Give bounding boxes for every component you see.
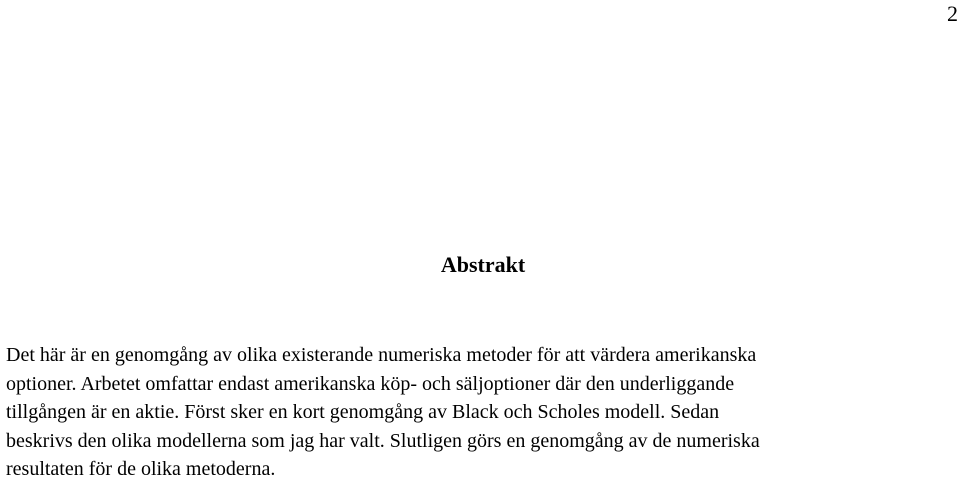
abstract-paragraph xyxy=(6,341,958,482)
abstract-heading: Abstrakt xyxy=(440,252,526,277)
paragraph-line: resultaten för de olika metoderna. xyxy=(6,458,276,481)
paragraph-line: optioner. Arbetet omfattar endast amerikanska köp- och säljoptioner där den underliggande xyxy=(6,372,735,395)
paragraph-line: tillgången är en aktie. Först sker en kort genomgång av Black och Scholes modell. Sedan xyxy=(6,401,720,424)
paragraph-line: beskrivs den olika modellerna som jag har valt. Slutligen görs en genomgång av de numeriska xyxy=(6,429,760,452)
paragraph-line: Det här är en genomgång av olika existerande numeriska metoder för att värdera amerikanska xyxy=(6,344,757,366)
page-number: 2 xyxy=(947,1,958,26)
